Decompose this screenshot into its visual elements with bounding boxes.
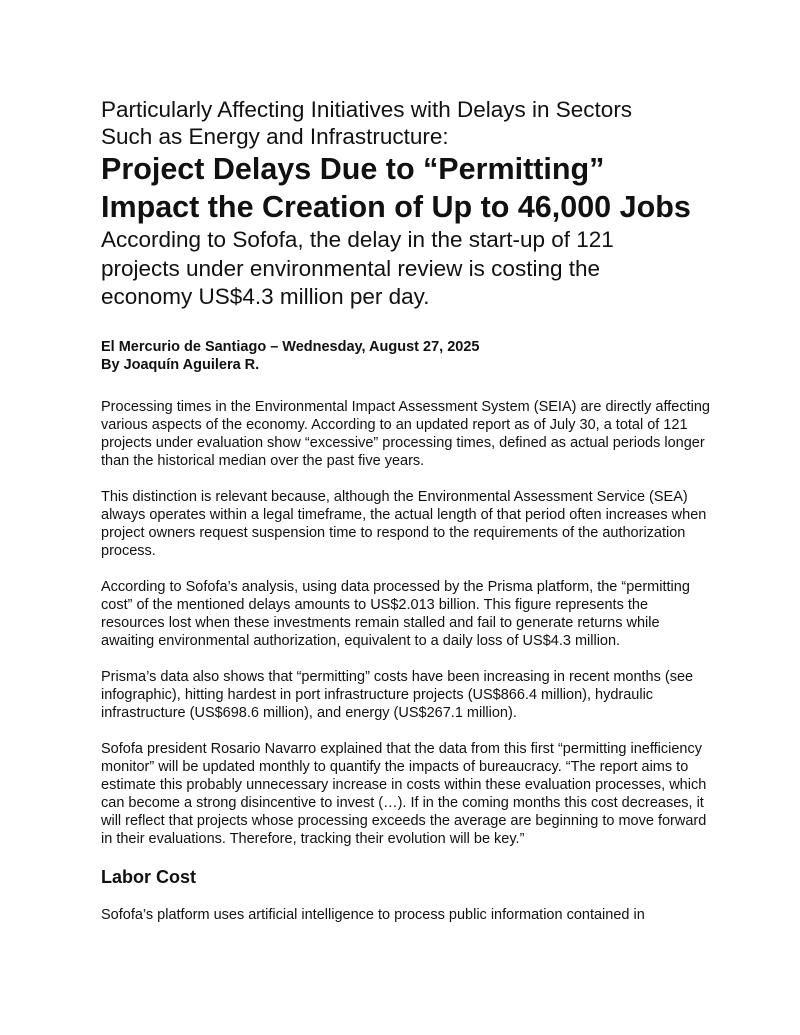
deck-line: According to Sofofa, the delay in the start-up of 121	[101, 227, 614, 252]
kicker-line: Particularly Affecting Initiatives with Delays in Sectors	[101, 97, 633, 122]
body-paragraph: According to Sofofa’s analysis, using data processed by the Prisma platform, the “permitting cost” of the mentioned delays amounts to US$2.013 billion. This figure represents the resources lost when these investments remain stalled and fail to generate returns while awaiting environmental authorization, equivalent to a daily loss of US$4.3 million.	[101, 578, 690, 649]
body-paragraph: Prisma’s data also shows that “permitting” costs have been increasing in recent months (see infographic), hitting hardest in port infrastructure projects (US$866.4 million), hydraulic infrastructure (US$698.6 million), and energy (US$267.1 million).	[101, 668, 694, 721]
article-byline	[101, 338, 711, 374]
article-deck	[101, 226, 711, 312]
body-paragraph: Processing times in the Environmental Impact Assessment System (SEIA) are directly affecting various aspects of the economy. According to an updated report as of July 30, a total of 121 projects under evaluation show “excessive” processing times, defined as actual periods longer than the historical median over the past five years.	[101, 398, 710, 469]
article-body	[101, 398, 711, 924]
source-line: El Mercurio de Santiago – Wednesday, August 27, 2025	[101, 338, 480, 355]
kicker-line: Such as Energy and Infrastructure:	[101, 124, 449, 149]
author-line: By Joaquín Aguilera R.	[101, 356, 260, 373]
headline-line: Impact the Creation of Up to 46,000 Jobs	[101, 190, 691, 224]
body-paragraph: Sofofa president Rosario Navarro explained that the data from this first “permitting inefficiency monitor” will be updated monthly to quantify the impacts of bureaucracy. “The report aims to estimate this probably unnecessary increase in costs within these evaluation processes, which can become a strong disincentive to invest (…). If in the coming months this cost decreases, it will reflect that projects whose processing exceeds the average are beginning to move forward in their evaluations. Therefore, tracking their evolution will be key.”	[101, 740, 707, 847]
article-kicker	[101, 96, 711, 150]
deck-line: projects under environmental review is costing the	[101, 255, 600, 281]
headline-line: Project Delays Due to “Permitting”	[101, 152, 605, 186]
body-paragraph: Sofofa’s platform uses artificial intelligence to process public information contained in	[101, 906, 645, 923]
body-paragraph: This distinction is relevant because, although the Environmental Assessment Service (SEA) always operates within a legal timeframe, the actual length of that period often increases when project owners request suspension time to respond to the requirements of the authorization process.	[101, 488, 707, 559]
article-page	[101, 96, 711, 942]
article-headline	[101, 150, 711, 226]
deck-line: economy US$4.3 million per day.	[101, 284, 430, 309]
section-heading: Labor Cost	[101, 866, 197, 887]
